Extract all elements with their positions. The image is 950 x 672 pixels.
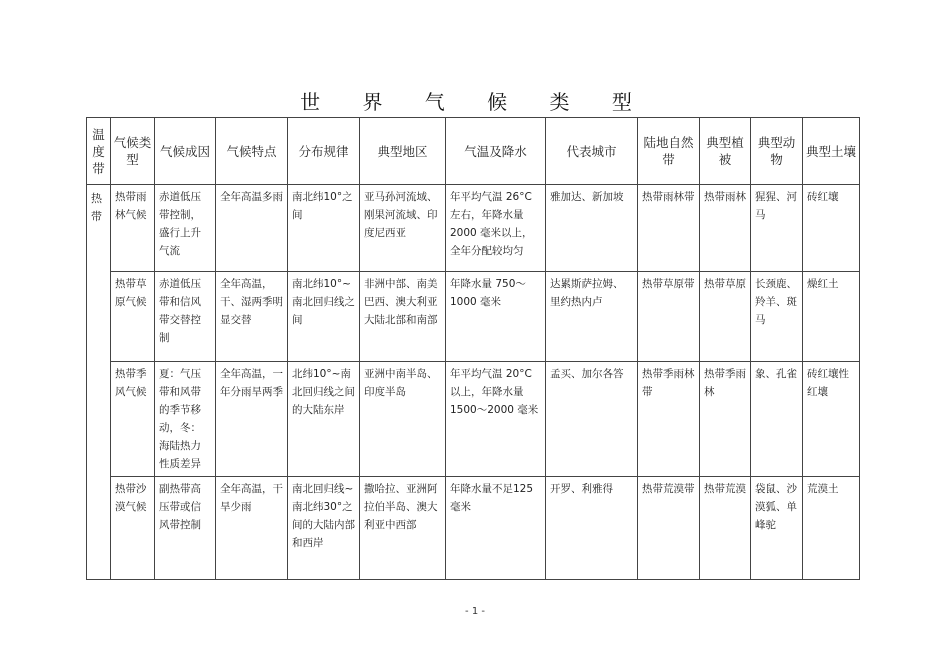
- distribution-cell: 南北回归线~南北纬30°之间的大陆内部和西岸: [288, 477, 360, 580]
- animal-cell: 袋鼠、沙漠狐、单峰驼: [751, 477, 803, 580]
- feature-cell: 全年高温，干旱少雨: [216, 477, 288, 580]
- table-row: [87, 477, 860, 580]
- vegetation-cell: 热带季雨林: [700, 362, 751, 477]
- feature-cell: 全年高温多雨: [216, 185, 288, 272]
- climate-cell: 年降水量 750～1000 毫米: [446, 272, 546, 362]
- feature-cell: 全年高温，一年分雨旱两季: [216, 362, 288, 477]
- region-cell: 非洲中部、南美巴西、澳大利亚大陆北部和南部: [360, 272, 446, 362]
- vegetation-cell: 热带草原: [700, 272, 751, 362]
- animal-cell: 长颈鹿、羚羊、斑马: [751, 272, 803, 362]
- cause-cell: 赤道低压带控制，盛行上升气流: [155, 185, 216, 272]
- city-cell: 开罗、利雅得: [546, 477, 638, 580]
- soil-cell: 砖红壤性红壤: [803, 362, 860, 477]
- natural-zone-cell: 热带草原带: [638, 272, 700, 362]
- type-cell: 热带雨林气候: [111, 185, 155, 272]
- header-cell: 气候成因: [155, 118, 216, 185]
- zone-cell: 热带: [87, 185, 111, 580]
- table-row: [87, 272, 860, 362]
- type-cell: 热带季风气候: [111, 362, 155, 477]
- distribution-cell: 北纬10°~南北回归线之间的大陆东岸: [288, 362, 360, 477]
- header-cell: 陆地自然带: [638, 118, 700, 185]
- animal-cell: 猩猩、河马: [751, 185, 803, 272]
- soil-cell: 荒漠土: [803, 477, 860, 580]
- cause-cell: 赤道低压带和信风带交替控制: [155, 272, 216, 362]
- header-row: [87, 118, 860, 185]
- header-cell: 温度带: [87, 118, 111, 185]
- page-number: - 1 -: [465, 606, 485, 617]
- region-cell: 亚洲中南半岛、印度半岛: [360, 362, 446, 477]
- page-title: 世 界 气 候 类 型: [300, 90, 650, 114]
- distribution-cell: 南北纬10°~南北回归线之间: [288, 272, 360, 362]
- header-cell: 气温及降水: [446, 118, 546, 185]
- climate-cell: 年平均气温 26°C左右，年降水量2000 毫米以上，全年分配较均匀: [446, 185, 546, 272]
- header-cell: 气候特点: [216, 118, 288, 185]
- city-cell: 孟买、加尔各答: [546, 362, 638, 477]
- climate-table: [86, 117, 860, 580]
- soil-cell: 砖红壤: [803, 185, 860, 272]
- region-cell: 亚马孙河流域、刚果河流域、印度尼西亚: [360, 185, 446, 272]
- animal-cell: 象、孔雀: [751, 362, 803, 477]
- table-row: [87, 362, 860, 477]
- header-cell: 分布规律: [288, 118, 360, 185]
- vegetation-cell: 热带雨林: [700, 185, 751, 272]
- header-cell: 典型植被: [700, 118, 751, 185]
- cause-cell: 夏：气压带和风带的季节移动，冬：海陆热力性质差异: [155, 362, 216, 477]
- soil-cell: 燥红土: [803, 272, 860, 362]
- vegetation-cell: 热带荒漠: [700, 477, 751, 580]
- city-cell: 达累斯萨拉姆、里约热内卢: [546, 272, 638, 362]
- header-cell: 典型地区: [360, 118, 446, 185]
- city-cell: 雅加达、新加坡: [546, 185, 638, 272]
- header-cell: 典型动物: [751, 118, 803, 185]
- header-cell: 典型土壤: [803, 118, 860, 185]
- climate-cell: 年降水量不足125 毫米: [446, 477, 546, 580]
- feature-cell: 全年高温，干、湿两季明显交替: [216, 272, 288, 362]
- header-cell: 气候类型: [111, 118, 155, 185]
- type-cell: 热带草原气候: [111, 272, 155, 362]
- cause-cell: 副热带高压带或信风带控制: [155, 477, 216, 580]
- natural-zone-cell: 热带雨林带: [638, 185, 700, 272]
- region-cell: 撒哈拉、亚洲阿拉伯半岛、澳大利亚中西部: [360, 477, 446, 580]
- natural-zone-cell: 热带季雨林带: [638, 362, 700, 477]
- climate-cell: 年平均气温 20°C以上，年降水量1500～2000 毫米: [446, 362, 546, 477]
- distribution-cell: 南北纬10°之间: [288, 185, 360, 272]
- header-cell: 代表城市: [546, 118, 638, 185]
- type-cell: 热带沙漠气候: [111, 477, 155, 580]
- table-row: [87, 185, 860, 272]
- natural-zone-cell: 热带荒漠带: [638, 477, 700, 580]
